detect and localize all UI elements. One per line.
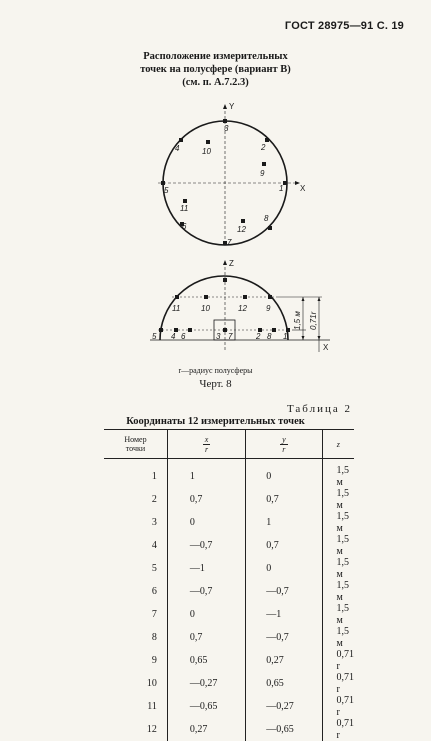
elev-x-label: X (323, 343, 329, 352)
cell-z: 0,71 r (322, 672, 354, 695)
plan-label-8: 8 (264, 214, 269, 223)
cell-point: 4 (104, 534, 167, 557)
cell-y: —0,7 (246, 626, 322, 649)
dim-label-lower: 0,71r (309, 311, 318, 330)
cell-x: 0 (167, 603, 245, 626)
elev-label-7: 7 (228, 332, 233, 341)
elev-point-9 (268, 295, 272, 299)
elev-point-8 (272, 328, 276, 332)
table-row (104, 603, 354, 626)
plan-y-label: Y (229, 102, 235, 111)
elevation-z-arrow (223, 260, 227, 265)
cell-z: 1,5 м (322, 459, 354, 489)
measurement-points-drawing (0, 95, 431, 365)
table-row (104, 695, 354, 718)
cell-z: 1,5 м (322, 580, 354, 603)
elev-label-2: 2 (255, 332, 261, 341)
cell-point: 6 (104, 580, 167, 603)
cell-z: 1,5 м (322, 603, 354, 626)
cell-point: 12 (104, 718, 167, 741)
plan-label-2: 2 (260, 143, 266, 152)
figure-title-line-2: точек на полусфере (вариант В) (0, 63, 431, 76)
table-header-row (104, 430, 354, 459)
plan-point-1 (283, 181, 287, 185)
plan-label-12: 12 (237, 225, 246, 234)
cell-x: —0,7 (167, 580, 245, 603)
table-number: Таблица 2 (270, 403, 352, 415)
elev-label-6: 6 (181, 332, 186, 341)
cell-point: 5 (104, 557, 167, 580)
table-row (104, 718, 354, 741)
cell-x: —0,27 (167, 672, 245, 695)
plan-point-9 (262, 162, 266, 166)
header-x-over-r (167, 430, 245, 459)
plan-label-10: 10 (202, 147, 211, 156)
cell-x: 0 (167, 511, 245, 534)
plan-point-12 (241, 219, 245, 223)
plan-label-4: 4 (175, 144, 180, 153)
cell-point: 11 (104, 695, 167, 718)
table-row (104, 649, 354, 672)
cell-point: 10 (104, 672, 167, 695)
cell-z: 0,71 r (322, 718, 354, 741)
plan-point-11 (183, 199, 187, 203)
elev-label-9: 9 (266, 304, 271, 313)
elev-label-11: 11 (172, 304, 180, 313)
coordinates-table (104, 429, 354, 741)
table-title: Координаты 12 измерительных точек (0, 416, 431, 427)
elev-label-10: 10 (201, 304, 210, 313)
plan-view (158, 104, 300, 246)
plan-labels (164, 102, 306, 247)
cell-point: 2 (104, 488, 167, 511)
cell-z: 1,5 м (322, 534, 354, 557)
cell-x: —0,65 (167, 695, 245, 718)
cell-y: 0 (246, 459, 322, 489)
elev-point-5 (159, 328, 163, 332)
cell-y: —0,65 (246, 718, 322, 741)
elev-point-12 (243, 295, 247, 299)
header-x-den: r (203, 445, 211, 454)
cell-x: 0,7 (167, 626, 245, 649)
radius-note: r—радиус полусферы (0, 366, 431, 375)
cell-z: 1,5 м (322, 511, 354, 534)
page-header: ГОСТ 28975—91 С. 19 (0, 20, 404, 32)
figure-title-line-3: (см. п. А.7.2.3) (0, 76, 431, 89)
figure-title-line-1: Расположение измерительных (0, 50, 431, 63)
plan-label-11: 11 (180, 204, 188, 213)
plan-point-4 (179, 138, 183, 142)
plan-point-8 (268, 226, 272, 230)
cell-x: —0,7 (167, 534, 245, 557)
table-row (104, 459, 354, 489)
elev-label-8: 8 (267, 332, 272, 341)
cell-y: —0,27 (246, 695, 322, 718)
plan-label-7: 7 (227, 238, 232, 247)
dim-label-upper: 1,5 м (293, 311, 302, 330)
header-x-num: x (203, 435, 211, 445)
plan-point-10 (206, 140, 210, 144)
cell-y: 0,7 (246, 534, 322, 557)
header-y-over-r (246, 430, 322, 459)
cell-x: 0,7 (167, 488, 245, 511)
cell-point: 9 (104, 649, 167, 672)
cell-y: 1 (246, 511, 322, 534)
cell-z: 1,5 м (322, 626, 354, 649)
plan-label-6: 6 (182, 222, 187, 231)
cell-y: —1 (246, 603, 322, 626)
table-body (104, 459, 354, 741)
table-row (104, 534, 354, 557)
elev-point-10 (204, 295, 208, 299)
cell-x: 0,65 (167, 649, 245, 672)
cell-point: 1 (104, 459, 167, 489)
elev-point-top (223, 278, 227, 282)
cell-point: 3 (104, 511, 167, 534)
cell-x: 0,27 (167, 718, 245, 741)
cell-y: 0,7 (246, 488, 322, 511)
plan-y-arrow (223, 104, 227, 109)
table-row (104, 511, 354, 534)
elev-z-label: Z (229, 259, 234, 268)
plan-label-5: 5 (164, 186, 169, 195)
cell-y: 0,65 (246, 672, 322, 695)
cell-point: 8 (104, 626, 167, 649)
elev-label-12: 12 (238, 304, 247, 313)
cell-x: —1 (167, 557, 245, 580)
table-row (104, 580, 354, 603)
header-y-num: y (280, 435, 288, 445)
plan-point-2 (265, 138, 269, 142)
elev-label-3: 3 (216, 332, 221, 341)
plan-label-3: 3 (224, 124, 229, 133)
plan-point-5 (161, 181, 165, 185)
cell-y: 0 (246, 557, 322, 580)
cell-y: 0,27 (246, 649, 322, 672)
elev-label-1: 1 (283, 332, 287, 341)
table-row (104, 672, 354, 695)
plan-label-9: 9 (260, 169, 265, 178)
cell-z: 1,5 м (322, 488, 354, 511)
header-z: z (322, 430, 354, 459)
elev-label-5: 5 (152, 332, 157, 341)
cell-point: 7 (104, 603, 167, 626)
cell-y: —0,7 (246, 580, 322, 603)
cell-z: 0,71 r (322, 649, 354, 672)
plan-label-1: 1 (279, 184, 283, 193)
elev-point-6 (188, 328, 192, 332)
header-point (104, 430, 167, 459)
elev-label-4: 4 (171, 332, 176, 341)
table-row (104, 557, 354, 580)
elev-point-3-7 (223, 328, 227, 332)
header-point-line-1: Номер (124, 435, 146, 444)
cell-z: 1,5 м (322, 557, 354, 580)
cell-x: 1 (167, 459, 245, 489)
header-y-den: r (280, 445, 288, 454)
chart-caption: Черт. 8 (0, 378, 431, 390)
plan-x-label: X (300, 184, 306, 193)
header-point-line-2: точки (126, 444, 145, 453)
elev-point-11 (175, 295, 179, 299)
cell-z: 0,71 r (322, 695, 354, 718)
plan-point-3 (223, 119, 227, 123)
table-row (104, 488, 354, 511)
